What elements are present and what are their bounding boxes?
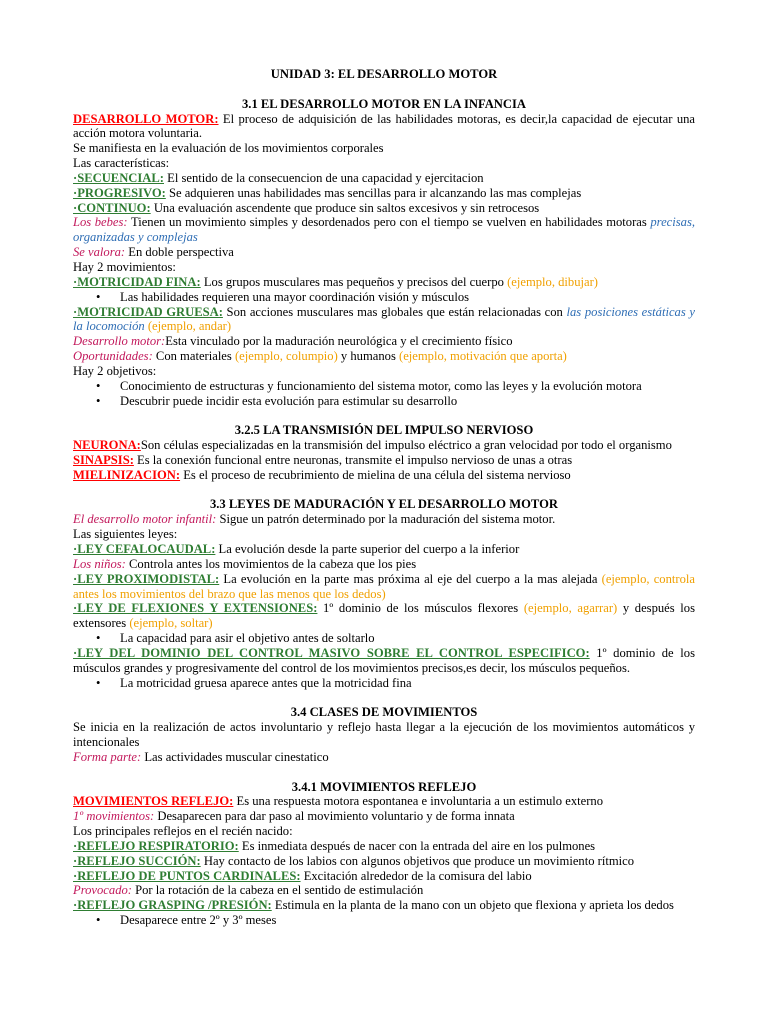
paragraph-forma-parte: Forma parte: Las actividades muscular cinestatico	[73, 749, 329, 764]
paragraph-evaluacion: Se manifiesta en la evaluación de los movimientos corporales	[73, 141, 384, 156]
paragraph-primeros-movimientos: 1º movimientos: Desaparecen para dar paso al movimiento voluntario y de forma innata	[73, 809, 515, 824]
section-heading-3-4-1: 3.4.1 MOVIMIENTOS REFLEJO	[291, 779, 477, 794]
example-soltar: (ejemplo, soltar)	[129, 616, 213, 631]
term-provocado: Provocado:	[73, 883, 132, 898]
example-motivacion: (ejemplo, motivación que aporta)	[399, 349, 567, 364]
term-ley-flexiones: ·LEY DE FLEXIONES Y EXTENSIONES:	[73, 601, 318, 616]
paragraph-desarrollo-infantil: El desarrollo motor infantil: Sigue un patrón determinado por la maduración del sistema motor.	[73, 512, 556, 527]
item-reflejo-grasping: ·REFLEJO GRASPING /PRESIÓN: Estimula en la planta de la mano con un objeto que flexiona y aprieta los dedos	[73, 898, 674, 913]
term-mielinizacion: MIELINIZACION:	[73, 467, 181, 482]
example-dibujar: (ejemplo, dibujar)	[507, 274, 599, 289]
item-ley-cefalocaudal: ·LEY CEFALOCAUDAL: La evolución desde la parte superior del cuerpo a la inferior	[73, 542, 520, 556]
paragraph-mielinizacion: MIELINIZACION: Es el proceso de recubrimiento de mielina de una célula del sistema nervioso	[73, 467, 571, 482]
bullet-list-objetivos	[73, 379, 695, 409]
example-columpio: (ejemplo, columpio)	[234, 349, 338, 364]
item-progresivo: ·PROGRESIVO: Se adquieren unas habilidades mas sencillas para ir alcanzando las mas complejas	[73, 185, 582, 200]
section-heading-3-3: 3.3 LEYES DE MADURACIÓN Y EL DESARROLLO MOTOR	[209, 497, 558, 512]
item-secuencial: ·SECUENCIAL: El sentido de la consecuencion de una capacidad y ejercitacion	[73, 170, 484, 185]
item-ley-flexiones: ·LEY DE FLEXIONES Y EXTENSIONES: 1º dominio de los músculos flexores (ejemplo, agarrar) y después los extensores (ejemplo, soltar)	[73, 601, 695, 631]
term-se-valora: Se valora:	[73, 245, 126, 260]
section-heading-3-2-5: 3.2.5 LA TRANSMISIÓN DEL IMPULSO NERVIOSO	[234, 423, 534, 438]
item-reflejo-puntos-cardinales: ·REFLEJO DE PUNTOS CARDINALES: Excitación alrededor de la comisura del labio	[73, 868, 532, 883]
paragraph-provocado: Provocado: Por la rotación de la cabeza en el sentido de estimulación	[73, 883, 424, 898]
phrase-precisas: precisas, organizadas y complejas	[73, 215, 695, 245]
paragraph-caracteristicas: Las características:	[73, 156, 170, 171]
paragraph-hay-2-objetivos: Hay 2 objetivos:	[73, 363, 157, 378]
term-motricidad-gruesa: ·MOTRICIDAD GRUESA:	[73, 304, 223, 319]
paragraph-neurona: NEURONA:Son células especializadas en la transmisión del impulso eléctrico a gran velocidad por todo el organismo	[73, 438, 672, 453]
paragraph-hay-2-movimientos: Hay 2 movimientos:	[73, 259, 176, 274]
term-neurona: NEURONA:	[73, 438, 141, 453]
item-reflejo-succion: ·REFLEJO SUCCIÓN: Hay contacto de los labios con algunos objetivos que produce un movimiento rítmico	[73, 853, 635, 868]
paragraph-sinapsis: SINAPSIS: Es la conexión funcional entre neuronas, transmite el impulso nervioso de unas a otras	[73, 452, 573, 467]
term-ley-cefalocaudal: ·LEY CEFALOCAUDAL:	[73, 542, 216, 556]
example-brazo: (ejemplo, controla antes los movimientos del brazo que las menos que los dedos)	[73, 571, 695, 601]
list-item: • Descubrir puede incidir esta evolución para estimular su desarrollo	[73, 394, 695, 409]
example-agarrar: (ejemplo, agarrar)	[523, 601, 618, 616]
term-forma-parte: Forma parte:	[73, 749, 142, 764]
section-heading-3-1: 3.1 EL DESARROLLO MOTOR EN LA INFANCIA	[242, 96, 526, 111]
paragraph-clases-intro: Se inicia en la realización de actos involuntario y reflejo hasta llegar a la ejecución de los movimientos automáticos y intencionales	[73, 720, 695, 749]
paragraph-siguientes-leyes: Las siguientes leyes:	[73, 527, 178, 542]
term-desarrollo-infantil: El desarrollo motor infantil:	[73, 512, 217, 527]
term-reflejo-respiratorio: ·REFLEJO RESPIRATORIO:	[73, 838, 239, 853]
term-ninos: Los niños:	[73, 556, 126, 571]
term-sinapsis: SINAPSIS:	[73, 452, 134, 467]
paragraph-desarrollo-motor-vinculado: Desarrollo motor:Esta vinculado por la maduración neurológica y el crecimiento físico	[73, 334, 513, 349]
item-ley-proximodistal: ·LEY PROXIMODISTAL: La evolución en la parte mas próxima al eje del cuerpo a la mas alejada (ejemplo, controla antes los movimientos del brazo que las menos que los dedos)	[73, 571, 695, 601]
term-secuencial: ·SECUENCIAL:	[73, 170, 164, 185]
paragraph-desarrollo-motor: DESARROLLO MOTOR: El proceso de adquisición de las habilidades motoras, es decir,la capacidad de ejecutar una acción motora voluntaria.	[73, 111, 695, 141]
term-primeros-movimientos: 1º movimientos:	[73, 809, 155, 824]
term-ley-proximodistal: ·LEY PROXIMODISTAL:	[73, 571, 220, 586]
term-reflejo-grasping: ·REFLEJO GRASPING /PRESIÓN:	[73, 898, 272, 913]
term-oportunidades: Oportunidades:	[73, 349, 153, 364]
bullet-list-fina	[73, 290, 695, 305]
item-continuo: ·CONTINUO: Una evaluación ascendente que produce sin saltos excesivos y sin retrocesos	[73, 200, 540, 215]
list-item: • Las habilidades requieren una mayor coordinación visión y músculos	[73, 290, 695, 305]
paragraph-se-valora: Se valora: En doble perspectiva	[73, 245, 234, 260]
item-motricidad-gruesa: ·MOTRICIDAD GRUESA: Son acciones musculares mas globales que están relacionadas con las posiciones estáticas y la locomoción (ejemplo, andar)	[73, 304, 695, 334]
list-item: • La motricidad gruesa aparece antes que la motricidad fina	[73, 676, 695, 691]
item-reflejo-respiratorio: ·REFLEJO RESPIRATORIO: Es inmediata después de nacer con la entrada del aire en los pulmones	[73, 838, 596, 853]
term-ley-dominio: ·LEY DEL DOMINIO DEL CONTROL MASIVO SOBRE EL CONTROL ESPECIFICO:	[73, 645, 590, 660]
paragraph-principales-reflejos: Los principales reflejos en el recién nacido:	[73, 824, 293, 839]
term-bebes: Los bebes:	[73, 215, 128, 230]
term-continuo: ·CONTINUO:	[73, 200, 151, 215]
item-motricidad-fina: ·MOTRICIDAD FINA: Los grupos musculares mas pequeños y precisos del cuerpo (ejemplo, dibujar)	[73, 274, 599, 289]
bullet-list-flexiones	[73, 631, 695, 646]
paragraph-movimientos-reflejo: MOVIMIENTOS REFLEJO: Es una respuesta motora espontanea e involuntaria a un estimulo externo	[73, 794, 604, 809]
term-reflejo-puntos-cardinales: ·REFLEJO DE PUNTOS CARDINALES:	[73, 868, 301, 883]
paragraph-bebes: Los bebes: Tienen un movimiento simples y desordenados pero con el tiempo se vuelven en habilidades motoras precisas, organizadas y complejas	[73, 215, 695, 245]
term-motricidad-fina: ·MOTRICIDAD FINA:	[73, 274, 201, 289]
term-movimientos-reflejo: MOVIMIENTOS REFLEJO:	[73, 794, 234, 809]
term-desarrollo-motor-italic: Desarrollo motor:	[73, 334, 166, 349]
section-heading-3-4: 3.4 CLASES DE MOVIMIENTOS	[290, 705, 478, 720]
example-andar: (ejemplo, andar)	[144, 319, 232, 334]
list-item: • La capacidad para asir el objetivo antes de soltarlo	[73, 631, 695, 646]
paragraph-ninos: Los niños: Controla antes los movimientos de la cabeza que los pies	[73, 556, 417, 571]
item-ley-dominio: ·LEY DEL DOMINIO DEL CONTROL MASIVO SOBRE EL CONTROL ESPECIFICO: 1º dominio de los músculos grandes y progresivamente del control de los movimientos precisos,es decir, los músculos pequeños.	[73, 645, 695, 675]
list-item: • Desaparece entre 2º y 3º meses	[73, 913, 695, 928]
bullet-list-grasping	[73, 913, 695, 928]
paragraph-oportunidades: Oportunidades: Con materiales (ejemplo, columpio) y humanos (ejemplo, motivación que aporta)	[73, 349, 567, 364]
unit-title: UNIDAD 3: EL DESARROLLO MOTOR	[270, 67, 498, 81]
term-desarrollo-motor: DESARROLLO MOTOR:	[73, 111, 219, 126]
term-progresivo: ·PROGRESIVO:	[73, 185, 166, 200]
phrase-posiciones: las posiciones estáticas y la locomoción	[73, 304, 695, 334]
list-item: • Conocimiento de estructuras y funcionamiento del sistema motor, como las leyes y la evolución motora	[73, 379, 695, 394]
term-reflejo-succion: ·REFLEJO SUCCIÓN:	[73, 853, 201, 868]
bullet-list-dominio	[73, 676, 695, 691]
